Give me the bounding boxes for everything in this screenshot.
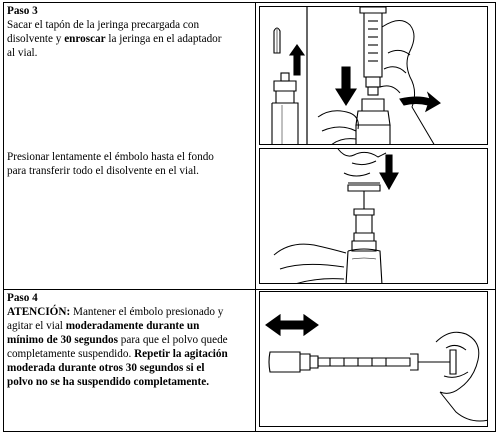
down-arrow-icon <box>380 155 398 189</box>
step4-line2: agitar el vial moderadamente durante un <box>7 320 200 332</box>
syringe-cap-icon <box>274 28 280 53</box>
vial-icon <box>269 352 318 372</box>
row-divider-1 <box>4 289 495 290</box>
vial-icon <box>356 99 390 145</box>
syringe-icon <box>318 350 456 374</box>
syringe-icon <box>348 185 380 241</box>
column-divider <box>255 3 256 431</box>
illustration-remove-cap-and-screw <box>259 6 488 145</box>
vial-icon <box>346 241 382 284</box>
step4-line5: moderada durante otros 30 segundos si el <box>7 362 205 374</box>
syringe-icon <box>360 7 386 95</box>
down-arrow-icon <box>336 67 356 105</box>
step3-press-text <box>7 150 247 178</box>
rotate-arrow-icon <box>400 93 440 111</box>
step4-line3: mínimo de 30 segundos para que el polvo quede <box>7 334 228 346</box>
step4-line1: ATENCIÓN: Mantener el émbolo presionado y <box>7 306 224 318</box>
step4-title: Paso 4 <box>7 292 38 304</box>
step3-text <box>7 4 247 60</box>
hand-icon <box>436 332 488 421</box>
step4-line6: polvo no se ha suspendido completamente. <box>7 376 210 388</box>
hand-icon <box>274 244 346 284</box>
illustration-shake-vial <box>259 291 488 427</box>
step3-title: Paso 3 <box>7 5 38 17</box>
step3-line2: disolvente y enroscar la jeringa en el adaptador <box>7 33 222 45</box>
step3-line1: Sacar el tapón de la jeringa precargada con <box>7 19 200 31</box>
press-line1: Presionar lentamente el émbolo hasta el fondo <box>7 151 214 163</box>
double-arrow-icon <box>266 315 318 335</box>
illustration-press-plunger <box>259 148 488 284</box>
step4-text <box>7 291 247 389</box>
hand-icon <box>380 20 435 145</box>
step3-line3: al vial. <box>7 47 38 59</box>
hand-icon <box>338 149 386 183</box>
step4-line4: completamente suspendido. Repetir la agitación <box>7 348 228 360</box>
hand-icon <box>318 111 358 145</box>
press-line2: para transferir todo el disolvente en el vial. <box>7 165 199 177</box>
syringe-tip-icon <box>272 73 298 145</box>
up-arrow-icon <box>290 45 304 75</box>
